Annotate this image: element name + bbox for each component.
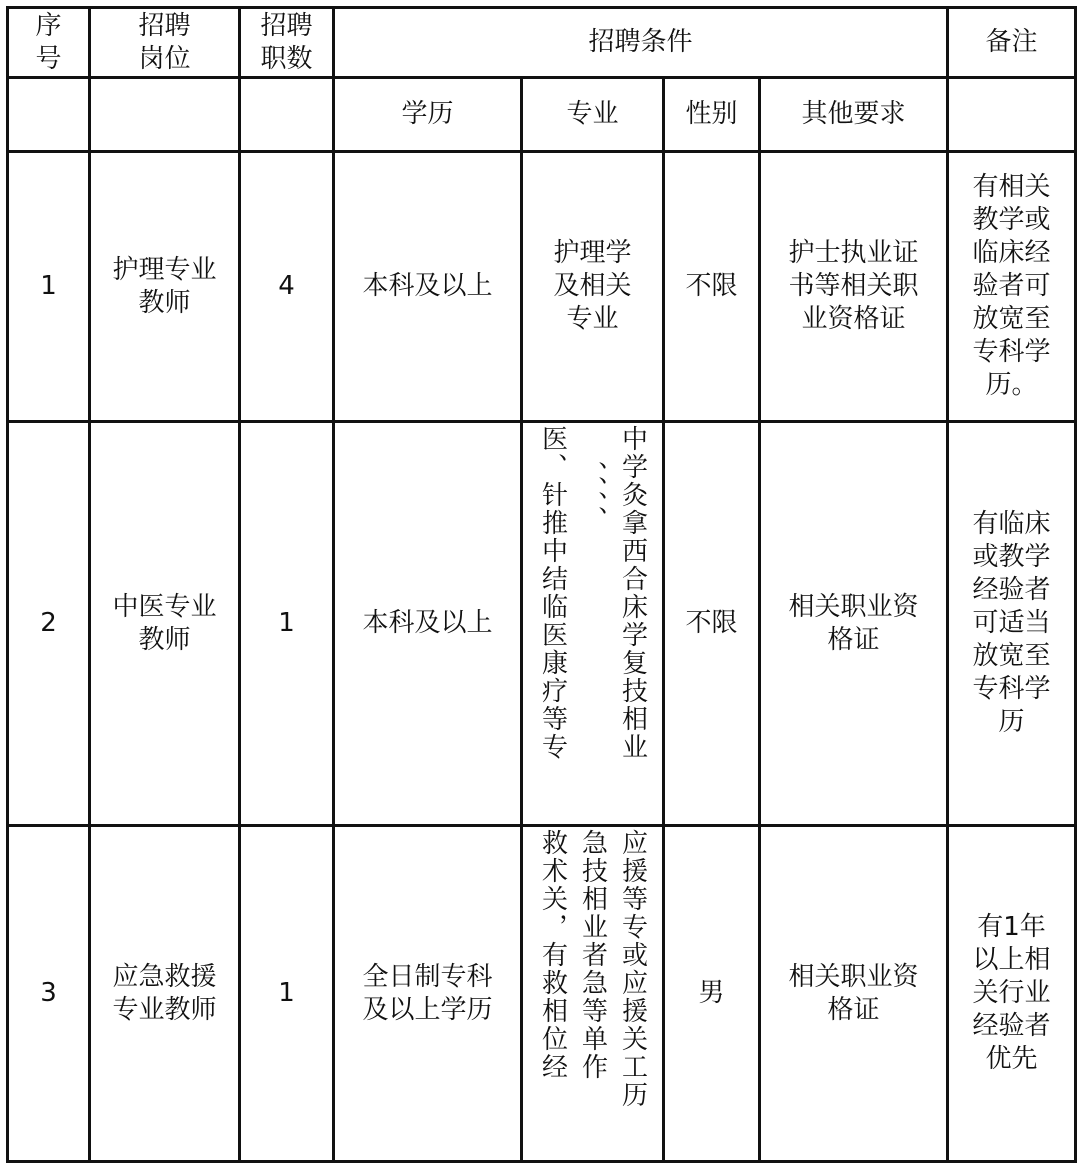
row-remarks: 有相关教学或临床经验者可放宽至专科学历。 — [948, 152, 1076, 422]
row-position: 中医专业教师 — [90, 422, 240, 826]
row-seq: 3 — [8, 826, 90, 1162]
row-other: 相关职业资格证 — [760, 422, 948, 826]
row-major — [522, 826, 664, 1162]
row-education: 本科及以上 — [334, 152, 522, 422]
row-count: 4 — [240, 152, 334, 422]
subheader-gender: 性别 — [664, 78, 760, 152]
row-count: 1 — [240, 422, 334, 826]
subheader-empty-position — [90, 78, 240, 152]
header-position: 招聘岗位 — [90, 8, 240, 78]
table-row — [8, 826, 1076, 1162]
header-seq: 序号 — [8, 8, 90, 78]
row-gender: 不限 — [664, 422, 760, 826]
row-education: 全日制专科及以上学历 — [334, 826, 522, 1162]
row-count: 1 — [240, 826, 334, 1162]
major-vertical-column: 救术关，有救相位经 — [537, 829, 568, 1081]
header-conditions: 招聘条件 — [334, 8, 948, 78]
table-row — [8, 152, 1076, 422]
row-gender: 男 — [664, 826, 760, 1162]
recruitment-table — [6, 6, 1077, 1163]
major-vertical-column: 、、、、 — [577, 461, 608, 534]
major-vertical-column: 应援等专或应援关工历 — [617, 829, 648, 1109]
major-vertical-column: 急技相业者急等单作 — [577, 829, 608, 1081]
subheader-major: 专业 — [522, 78, 664, 152]
row-seq: 1 — [8, 152, 90, 422]
major-vertical-column: 医、针推中结临医康疗等专 — [537, 425, 568, 761]
row-major: 护理学及相关专业 — [522, 152, 664, 422]
row-seq: 2 — [8, 422, 90, 826]
table-row — [8, 422, 1076, 826]
header-row — [8, 8, 1076, 78]
row-remarks: 有临床或教学经验者可适当放宽至专科学历 — [948, 422, 1076, 826]
header-remarks: 备注 — [948, 8, 1076, 78]
row-remarks: 有1年以上相关行业经验者优先 — [948, 826, 1076, 1162]
row-education: 本科及以上 — [334, 422, 522, 826]
row-major — [522, 422, 664, 826]
row-other: 护士执业证书等相关职业资格证 — [760, 152, 948, 422]
subheader-education: 学历 — [334, 78, 522, 152]
subheader-empty-seq — [8, 78, 90, 152]
header-count: 招聘职数 — [240, 8, 334, 78]
subheader-empty-count — [240, 78, 334, 152]
subheader-empty-remarks — [948, 78, 1076, 152]
subheader-other: 其他要求 — [760, 78, 948, 152]
row-position: 应急救援专业教师 — [90, 826, 240, 1162]
row-position: 护理专业教师 — [90, 152, 240, 422]
subheader-row — [8, 78, 1076, 152]
major-vertical-column: 中学灸拿西合床学复技相业 — [617, 425, 648, 761]
row-gender: 不限 — [664, 152, 760, 422]
row-other: 相关职业资格证 — [760, 826, 948, 1162]
